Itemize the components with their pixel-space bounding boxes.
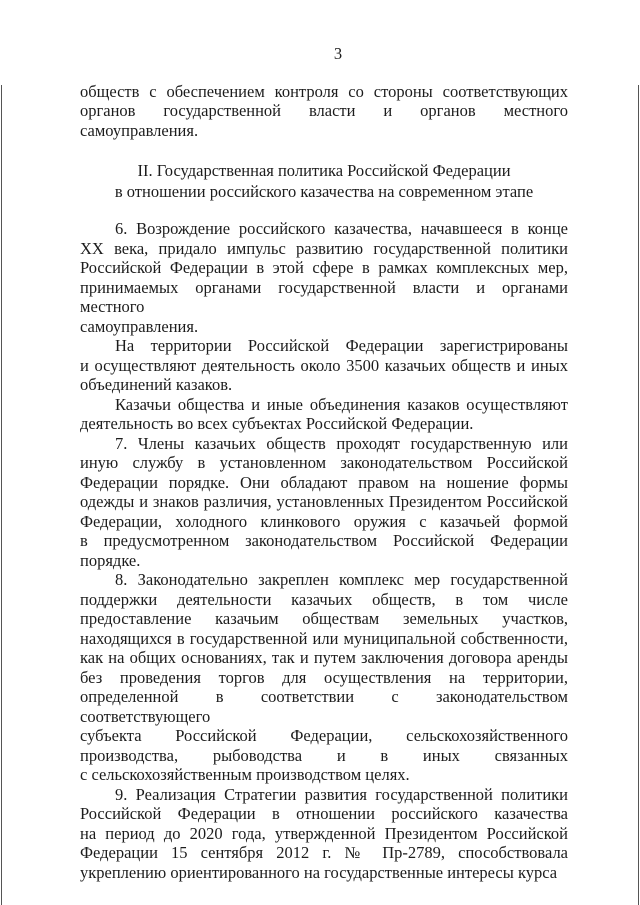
text-line: самоуправления. (80, 316, 199, 336)
paragraph (80, 336, 568, 395)
paragraph (80, 395, 568, 434)
text-line: производства, рыбоводства и в иных связанных (80, 745, 568, 765)
paragraph (80, 570, 568, 785)
text-line: обществ с обеспечением контроля со стороны соответствующих (80, 81, 568, 101)
text-line: 6. Возрождение российского казачества, начавшееся в конце (115, 219, 568, 238)
paragraph (80, 82, 568, 141)
text-line: иную службу в установленном законодательством Российской (80, 453, 568, 472)
text-line: 9. Реализация Стратегии развития государственной политики (115, 784, 568, 804)
text-line: Федерации, холодного клинкового оружия с казачьей формой (80, 511, 568, 531)
text-line: находящихся в государственной или муниципальной собственности, (80, 628, 568, 648)
text-line: 7. Члены казачьих обществ проходят государственную или (115, 433, 568, 453)
page-number: 3 (333, 44, 343, 63)
text-line: Российской Федерации в отношении российского казачества (80, 804, 568, 823)
text-line: без проведения торгов для осуществления на территории, (80, 667, 568, 687)
text-line: определенной в соответствии с законодательством соответствующего (80, 687, 568, 726)
paragraph (80, 434, 568, 571)
text-line: XX века, придало импульс развитию государственной политики (80, 238, 568, 258)
text-line: На территории Российской Федерации зарегистрированы (115, 336, 568, 355)
text-line: II. Государственная политика Российской Федерации (137, 161, 511, 180)
text-line: Федерации 15 сентября 2012 г. № Пр-2789, способствовала (80, 843, 568, 862)
text-line: укреплению ориентированного на государственные интересы курса (80, 862, 558, 882)
document-content (80, 0, 568, 882)
text-line: принимаемых органами государственной власти и органами местного (80, 277, 568, 316)
paragraph (80, 219, 568, 336)
text-line: Казачьи общества и иные объединения казаков осуществляют (115, 394, 568, 414)
text-line: с сельскохозяйственным производством целях. (80, 765, 410, 784)
scan-artifact-line-right (638, 85, 639, 905)
scan-artifact-line-left (1, 85, 2, 905)
text-line: деятельность во всех субъектах Российской Федерации. (80, 414, 474, 433)
text-line: Федерации порядке. Они обладают правом на ношение формы (80, 472, 568, 492)
text-line: 8. Законодательно закреплен комплекс мер государственной (115, 570, 568, 589)
text-line: объединений казаков. (80, 375, 233, 394)
text-line: субъекта Российской Федерации, сельскохозяйственного (80, 726, 568, 745)
section-heading (80, 160, 568, 202)
text-line: Российской Федерации в этой сфере в рамках комплексных мер, (80, 258, 568, 277)
text-line: как на общих основаниях, так и путем заключения договора аренды (80, 648, 568, 667)
paragraph (80, 785, 568, 883)
text-line: одежды и знаков различия, установленных Президентом Российской (80, 492, 568, 511)
text-line: в отношении российского казачества на современном этапе (114, 182, 534, 201)
text-line: поддержки деятельности казачьих обществ, в том числе (80, 589, 568, 609)
text-line: органов государственной власти и органов местного самоуправления. (80, 101, 568, 140)
text-line: и осуществляют деятельность около 3500 казачьих обществ и иных (80, 355, 568, 375)
text-line: порядке. (80, 550, 141, 570)
text-line: предоставление казачьим обществам земельных участков, (80, 609, 568, 628)
text-line: на период до 2020 года, утвержденной Президентом Российской (80, 823, 568, 843)
text-line: в предусмотренном законодательством Российской Федерации (80, 531, 568, 550)
